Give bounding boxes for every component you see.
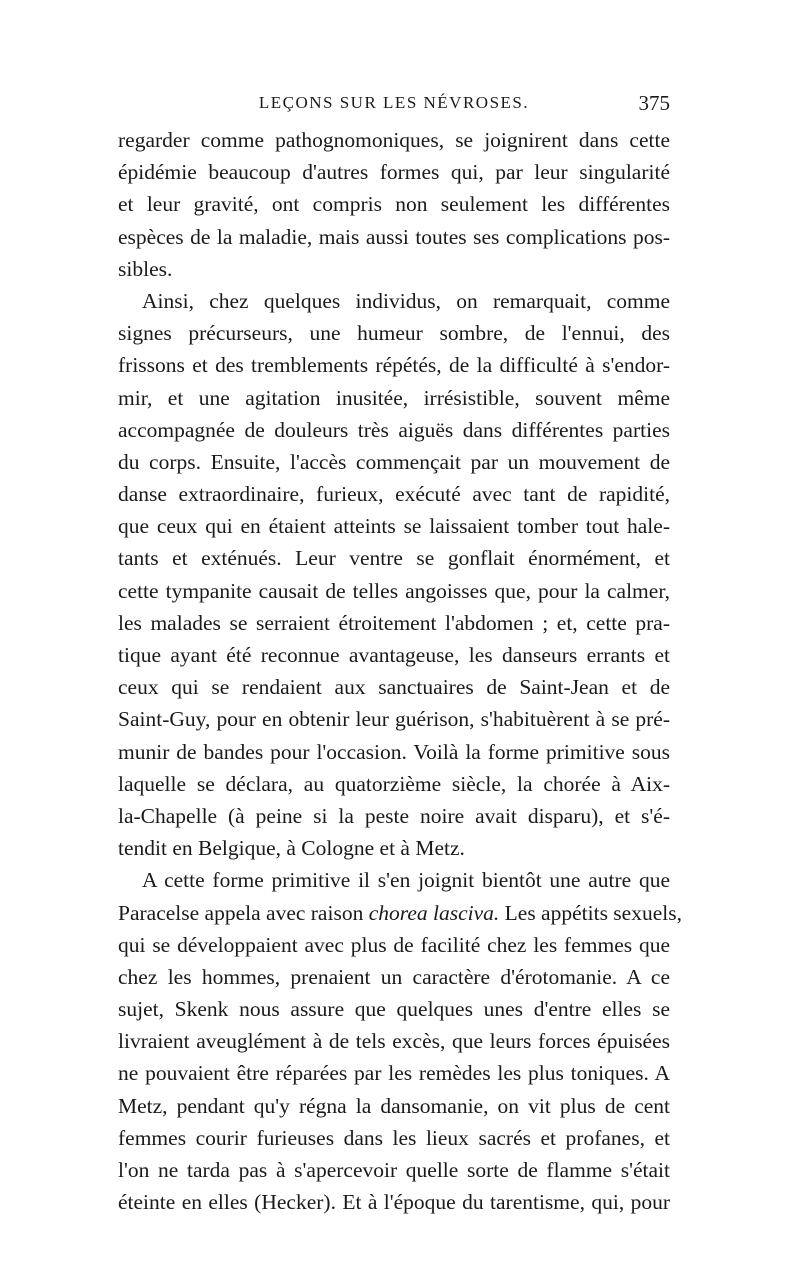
text-line: éteinte en elles (Hecker). Et à l'époque du tarentisme, qui, pour [118, 1190, 670, 1215]
text-line: épidémie beaucoup d'autres formes qui, par leur singularité [118, 160, 670, 185]
text-line: chez les hommes, prenaient un caractère d'érotomanie. A ce [118, 964, 670, 989]
text-line: laquelle se déclara, au quatorzième siècle, la chorée à Aix- [118, 771, 670, 796]
text-line: et leur gravité, ont compris non seulement les différentes [118, 192, 670, 217]
text-line [118, 897, 682, 929]
body-text [118, 124, 682, 1218]
text-line: livraient aveuglément à de tels excès, que leurs forces épuisées [118, 1029, 670, 1054]
text-line: femmes courir furieuses dans les lieux sacrés et profanes, et [118, 1125, 670, 1150]
text-line: Metz, pendant qu'y régna la dansomanie, on vit plus de cent [118, 1093, 670, 1118]
text-line: la-Chapelle (à peine si la peste noire avait disparu), et s'é- [118, 803, 670, 828]
text-line: danse extraordinaire, furieux, exécuté avec tant de rapidité, [118, 482, 670, 507]
text-line: qui se développaient avec plus de facilité chez les femmes que [118, 932, 670, 957]
text-line: l'on ne tarda pas à s'apercevoir quelle sorte de flamme s'était [118, 1158, 670, 1182]
text-run: Les appétits sexuels, [499, 900, 682, 925]
text-line: accompagnée de douleurs très aiguës dans différentes parties [118, 417, 670, 442]
page-number: 375 [638, 91, 670, 115]
text-line: que ceux qui en étaient atteints se laissaient tomber tout hale- [118, 514, 670, 539]
paragraph-2 [118, 285, 670, 864]
text-line: les malades se serraient étroitement l'abdomen ; et, cette pra- [118, 610, 670, 635]
paragraph-3 [118, 864, 682, 1218]
text-line: sujet, Skenk nous assure que quelques unes d'entre elles se [118, 997, 670, 1022]
latin-term: chorea lasciva. [368, 900, 500, 925]
text-line: tique ayant été reconnue avantageuse, les danseurs errants et [118, 643, 670, 667]
running-title: LEÇONS SUR LES NÉVROSES. [258, 93, 530, 112]
text-line: sibles. [118, 256, 173, 281]
text-line: regarder comme pathognomoniques, se joignirent dans cette [118, 128, 670, 152]
text-line: ceux qui se rendaient aux sanctuaires de Saint-Jean et de [118, 675, 670, 700]
text-line: ne pouvaient être réparées par les remèdes les plus toniques. A [118, 1061, 670, 1086]
text-line: munir de bandes pour l'occasion. Voilà la forme primitive sous [118, 739, 670, 764]
text-line: signes précurseurs, une humeur sombre, de l'ennui, des [118, 321, 670, 346]
text-run: Paracelse appela avec raison [118, 900, 369, 925]
text-line: tendit en Belgique, à Cologne et à Metz. [118, 836, 465, 861]
text-line: A cette forme primitive il s'en joignit bientôt une autre que [142, 868, 670, 893]
text-line: frissons et des tremblements répétés, de la difficulté à s'endor- [118, 353, 670, 378]
text-line: Ainsi, chez quelques individus, on remarquait, comme [142, 288, 670, 313]
text-line: espèces de la maladie, mais aussi toutes ses complications pos- [118, 224, 670, 249]
paragraph-1 [118, 124, 670, 285]
text-line: Saint-Guy, pour en obtenir leur guérison, s'habituèrent à se pré- [118, 707, 670, 732]
text-line: tants et exténués. Leur ventre se gonflait énormément, et [118, 546, 670, 571]
text-line: mir, et une agitation inusitée, irrésistible, souvent même [118, 385, 670, 410]
running-header [118, 88, 670, 118]
text-line: cette tympanite causait de telles angoisses que, pour la calmer, [118, 578, 670, 603]
text-line: du corps. Ensuite, l'accès commençait par un mouvement de [118, 449, 670, 474]
